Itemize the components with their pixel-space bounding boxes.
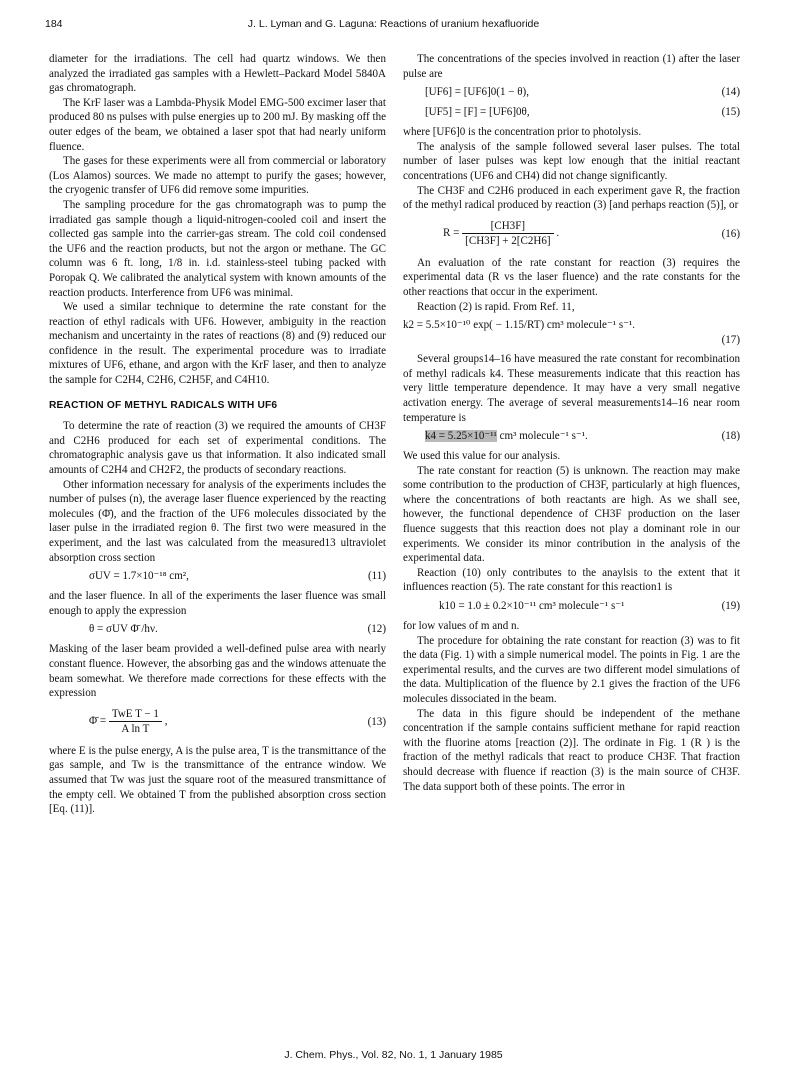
equation-19 bbox=[403, 599, 740, 615]
equation-15 bbox=[403, 105, 740, 121]
paragraph: The procedure for obtaining the rate constant for reaction (3) was to fit the data (Fig. 1) with a simple numerical model. The points in Fig. 1 are the experimental results, and the curves are two different model simulations of the data. Multiplication of the fluence by 2.1 gives the fraction of the UF6 molecules dissociated in the beam. bbox=[403, 634, 740, 705]
paragraph: Reaction (2) is rapid. From Ref. 11, bbox=[417, 300, 575, 313]
fraction-numerator: TwE T − 1 bbox=[109, 707, 162, 722]
equation-14 bbox=[403, 85, 740, 101]
fraction bbox=[109, 707, 162, 736]
paragraph: where E is the pulse energy, A is the pulse area, T is the transmittance of the gas sample, and Tw is the transmittance of the entrance window. We assumed that Tw was just the square root of the measured transmittance of the empty cell. We obtained T from the published absorption cross section [Eq. (11)]. bbox=[49, 744, 386, 816]
fraction-numerator: [CH3F] bbox=[462, 219, 553, 234]
equation-body bbox=[443, 219, 559, 248]
paragraph: The concentrations of the species involved in reaction (1) after the laser pulse are bbox=[403, 53, 740, 80]
equation-number: (17) bbox=[721, 334, 740, 347]
equation-number: (18) bbox=[721, 430, 740, 443]
fraction-denominator: [CH3F] + 2[C2H6] bbox=[465, 234, 551, 247]
equation-tail: . bbox=[556, 226, 560, 239]
equation-11 bbox=[49, 569, 386, 585]
equation-18 bbox=[403, 429, 740, 445]
equation-body: σUV = 1.7×10⁻¹⁸ cm², bbox=[89, 570, 189, 583]
section-heading: REACTION OF METHYL RADICALS WITH UF6 bbox=[49, 399, 278, 411]
paragraph: The KrF laser was a Lambda-Physik Model EMG-500 excimer laser that produced 80 ns pulses with pulse energies up to 200 mJ. By masking off the outer edges of the beam, we obtained a laser spot that had nearly uniform fluence. bbox=[49, 96, 386, 153]
equation-body: k2 = 5.5×10⁻¹⁰ exp( − 1.15/RT) cm³ molecule⁻¹ s⁻¹. bbox=[403, 319, 636, 332]
page-footer: J. Chem. Phys., Vol. 82, No. 1, 1 January 1985 bbox=[284, 1049, 503, 1061]
fraction bbox=[462, 219, 553, 248]
equation-lhs: Φ̄ = bbox=[89, 714, 107, 727]
equation-number: (14) bbox=[721, 86, 740, 99]
paragraph: The sampling procedure for the gas chromatograph was to pump the irradiated gas sample though a liquid-nitrogen-cooled coil and insert the collected gas sample into the carrier-gas stream. The cold coil condensed the UF6 and the reaction products, but not the argon or methane. The GC column was 6 ft. long, 1/8 in. i.d. stainless-steel tubing packed with Poropak Q. We calibrated the analytical system with known amounts of the reaction products. Interference from UF6 was minimal. bbox=[49, 198, 386, 299]
paragraph: To determine the rate of reaction (3) we required the amounts of CH3F and C2H6 produced for each set of experimental conditions. The chromatographic analysis gave us that information. It also indicated small amounts of C2H4 and CH2F2, the products of secondary reactions. bbox=[49, 420, 386, 477]
paragraph: The analysis of the sample followed several laser pulses. The total number of laser pulses was kept low enough that the initial reactant concentrations (UF6 and CH4) did not change significantly. bbox=[403, 140, 740, 182]
equation-body bbox=[425, 429, 588, 444]
paragraph: Other information necessary for analysis of the experiments includes the number of pulses (n), the average laser fluence experienced by the reacting molecules (Φ̄), and the fraction of the UF6 molecules dissociated by the laser pulse in the irradiated region θ. The first two were measured in the experiment, and the last was calculated from the measured13 ultraviolet absorption cross section bbox=[49, 478, 386, 564]
equation-body: [UF5] = [F] = [UF6]0θ, bbox=[425, 106, 530, 119]
equation-body bbox=[89, 707, 167, 736]
paragraph: Several groups14–16 have measured the rate constant for recombination of methyl radicals k4. These measurements indicate that this reaction has very little temperature dependence. It may have a very small negative activation energy. The average of several measurements14–16 near room temperature is bbox=[403, 353, 740, 424]
paragraph: diameter for the irradiations. The cell had quartz windows. We then analyzed the irradiated gas samples with a Hewlett–Packard Model 5840A gas chromatograph. bbox=[49, 53, 386, 95]
equation-number: (19) bbox=[721, 600, 740, 613]
equation-body: [UF6] = [UF6]0(1 − θ), bbox=[425, 86, 529, 99]
paragraph: We used this value for our analysis. bbox=[403, 450, 561, 463]
paragraph: and the laser fluence. In all of the experiments the laser fluence was small enough to apply the expression bbox=[49, 590, 386, 617]
paragraph: where [UF6]0 is the concentration prior to photolysis. bbox=[403, 126, 642, 139]
fraction-denominator: A ln T bbox=[121, 722, 150, 735]
paragraph: The data in this figure should be independent of the methane concentration if the sample contains sufficient methane for rapid reaction with the fluorine atoms [reaction (2)]. The ordinate in Fig. 1 (R ) is the fraction of the methyl radicals that react to produce CH3F. That fraction should decrease with fluence if reaction (3) is the main source of CH3F. The data support both of these points. The error in bbox=[403, 707, 740, 793]
equation-12 bbox=[49, 622, 386, 638]
left-column bbox=[49, 52, 386, 817]
paragraph: The rate constant for reaction (5) is unknown. The reaction may make some contribution to the production of CH3F, particularly at high fluences, where the concentrations of both reactants are high. As we shall see, however, the functional dependence of CH3F production on the laser fluence suggests that this reaction does not play a dominant role in our experiments. We consider its minor contribution in the analysis of the experimental data. bbox=[403, 464, 740, 565]
equation-body: θ = σUV Φ̄ /hν. bbox=[89, 623, 158, 636]
right-column bbox=[403, 52, 740, 794]
equation-body: k10 = 1.0 ± 0.2×10⁻¹¹ cm³ molecule⁻¹ s⁻¹ bbox=[439, 600, 625, 613]
paragraph: An evaluation of the rate constant for reaction (3) requires the experimental data (R vs the laser fluence) and the rate constants for the other reactions that occur in the experiment. bbox=[403, 256, 740, 298]
equation-lhs: R = bbox=[443, 226, 460, 239]
paragraph: The CH3F and C2H6 produced in each experiment gave R, the fraction of the methyl radical produced by reaction (3) [and perhaps reaction (5)], or bbox=[403, 184, 740, 212]
equation-tail: , bbox=[164, 714, 168, 727]
equation-16 bbox=[403, 219, 740, 250]
paragraph: The gases for these experiments were all from commercial or laboratory (Los Alamos) sources. We made no attempt to purify the gases; however, the cryogenic transfer of UF6 did remove some impurities. bbox=[49, 155, 386, 197]
paragraph: We used a similar technique to determine the rate constant for the reaction of ethyl radicals with UF6. However, ambiguity in the reaction mechanism and uncertainty in the rates of reactions (8) and (9) reduced our confidence in the result. The experimental procedure was to irradiate mixtures of UF6, ethane, and argon with the KrF laser, and then to analyze the sample for C2H4, C2H6, C2H5F, and C4H10. bbox=[49, 301, 386, 387]
paragraph: for low values of m and n. bbox=[403, 620, 520, 633]
paragraph: Masking of the laser beam provided a well-defined pulse area with nearly constant fluence. However, the absorbing gas and the windows attenuate the beam somewhat. We therefore made corrections for these effects with the expression bbox=[49, 643, 386, 700]
equation-rest: cm³ molecule⁻¹ s⁻¹. bbox=[496, 430, 588, 443]
running-header bbox=[45, 18, 742, 34]
highlighted-text: k4 = 5.25×10⁻¹¹ bbox=[425, 430, 497, 443]
equation-13 bbox=[49, 707, 386, 738]
equation-number: (11) bbox=[368, 570, 386, 583]
running-head: J. L. Lyman and G. Laguna: Reactions of uranium hexafluoride bbox=[247, 18, 540, 30]
equation-17 bbox=[403, 318, 740, 348]
paragraph: Reaction (10) only contributes to the anaylsis to the extent that it influences reaction (5). The rate constant for this reaction1 is bbox=[403, 566, 740, 594]
equation-number: (15) bbox=[721, 106, 740, 119]
page-number: 184 bbox=[45, 18, 63, 30]
equation-number: (16) bbox=[721, 227, 740, 240]
equation-number: (12) bbox=[367, 623, 386, 636]
equation-number: (13) bbox=[367, 715, 386, 728]
